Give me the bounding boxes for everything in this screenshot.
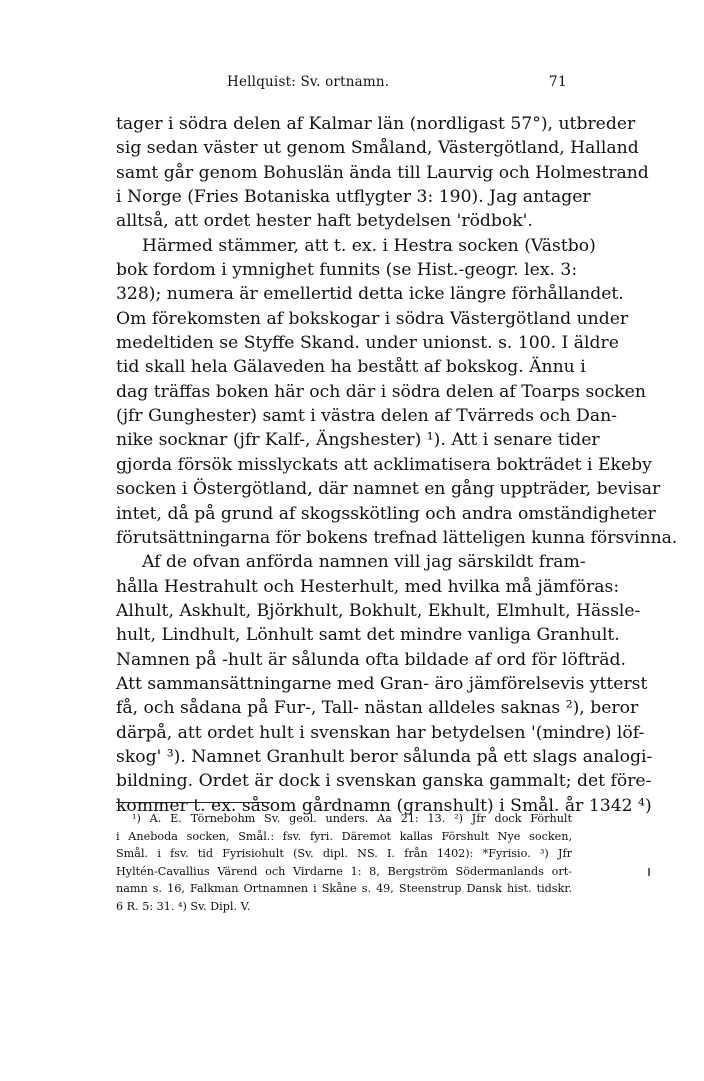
- body-line: sig sedan väster ut genom Småland, Västergötland, Halland: [116, 138, 639, 159]
- footnote-line: Hyltén-Cavallius Värend och Virdarne 1: 8, Bergström Södermanlands ort-: [116, 864, 572, 878]
- running-title: Hellquist: Sv. ortnamn.: [227, 74, 390, 90]
- footnote-line: Smål. i fsv. tid Fyrisiohult (Sv. dipl. NS. I. från 1402): *Fyrisio. ³) Jfr: [116, 847, 572, 860]
- body-line: nike socknar (jfr Kalf-, Ängshester) ¹). Att i senare tider: [116, 430, 600, 451]
- body-line: Härmed stämmer, att t. ex. i Hestra socken (Västbo): [142, 235, 596, 256]
- body-line: hult, Lindhult, Lönhult samt det mindre vanliga Granhult.: [116, 625, 620, 646]
- body-line: samt går genom Bohuslän ända till Laurvig och Holmestrand: [116, 162, 649, 183]
- body-line: bildning. Ordet är dock i svenskan ganska gammalt; det före-: [116, 771, 652, 792]
- body-line: dag träffas boken här och där i södra delen af Toarps socken: [116, 381, 646, 402]
- body-line: i Norge (Fries Botaniska utflygter 3: 190). Jag antager: [116, 187, 591, 208]
- footnote-line: 6 R. 5: 31. ⁴) Sv. Dipl. V.: [116, 899, 251, 913]
- margin-mark: [648, 868, 650, 876]
- footnote-divider: [116, 802, 270, 803]
- body-line: tid skall hela Gälaveden ha bestått af bokskog. Ännu i: [116, 357, 586, 378]
- body-line: socken i Östergötland, där namnet en gång uppträder, bevisar: [116, 479, 661, 500]
- body-line: medeltiden se Styffe Skand. under unionst. s. 100. I äldre: [116, 333, 619, 354]
- body-line: Namnen på -hult är sålunda ofta bildade af ord för löfträd.: [116, 649, 626, 670]
- body-line: tager i södra delen af Kalmar län (nordligast 57°), utbreder: [116, 114, 636, 134]
- body-line: Af de ofvan anförda namnen vill jag särskildt fram-: [142, 552, 586, 573]
- body-line: Om förekomsten af bokskogar i södra Västergötland under: [116, 308, 629, 329]
- body-text: [116, 112, 678, 818]
- body-line: förutsättningarna för bokens trefnad lätteligen kunna försvinna.: [116, 527, 678, 548]
- body-line: hålla Hestrahult och Hesterhult, med hvilka må jämföras:: [116, 576, 620, 597]
- body-line: gjorda försök misslyckats att acklimatisera bokträdet i Ekeby: [116, 454, 652, 475]
- footnote-line: i Aneboda socken, Smål.: fsv. fyri. Däremot kallas Förshult Nye socken,: [116, 829, 572, 843]
- footnotes: [116, 810, 572, 915]
- body-line: därpå, att ordet hult i svenskan har betydelsen '(mindre) löf-: [116, 722, 645, 743]
- body-line: intet, då på grund af skogsskötling och andra omständigheter: [116, 503, 656, 524]
- page-number: 71: [548, 74, 567, 90]
- running-header: [115, 74, 571, 96]
- body-line: Att sammansättningarne med Gran- äro jämförelsevis ytterst: [116, 673, 648, 694]
- body-line: Alhult, Askhult, Björkhult, Bokhult, Ekhult, Elmhult, Hässle-: [116, 600, 641, 621]
- footnote-line: namn s. 16, Falkman Ortnamnen i Skåne s. 49, Steenstrup Dansk hist. tidskr.: [116, 882, 572, 895]
- footnote-line: ¹) A. E. Törnebohm Sv. geol. unders. Aa 21: 13. ²) Jfr dock Förhult: [132, 812, 572, 825]
- body-line: 328); numera är emellertid detta icke längre förhållandet.: [116, 284, 624, 305]
- body-line: kommer t. ex. såsom gårdnamn (granshult) i Smål. år 1342 ⁴): [116, 795, 652, 816]
- body-line: få, och sådana på Fur-, Tall- nästan alldeles saknas ²), beror: [116, 698, 639, 719]
- body-line: skog' ³). Namnet Granhult beror sålunda på ett slags analogi-: [116, 746, 653, 767]
- body-line: alltså, att ordet hester haft betydelsen 'rödbok'.: [116, 211, 533, 232]
- body-line: (jfr Gunghester) samt i västra delen af Tvärreds och Dan-: [116, 406, 617, 427]
- body-line: bok fordom i ymnighet funnits (se Hist.-geogr. lex. 3:: [116, 260, 578, 281]
